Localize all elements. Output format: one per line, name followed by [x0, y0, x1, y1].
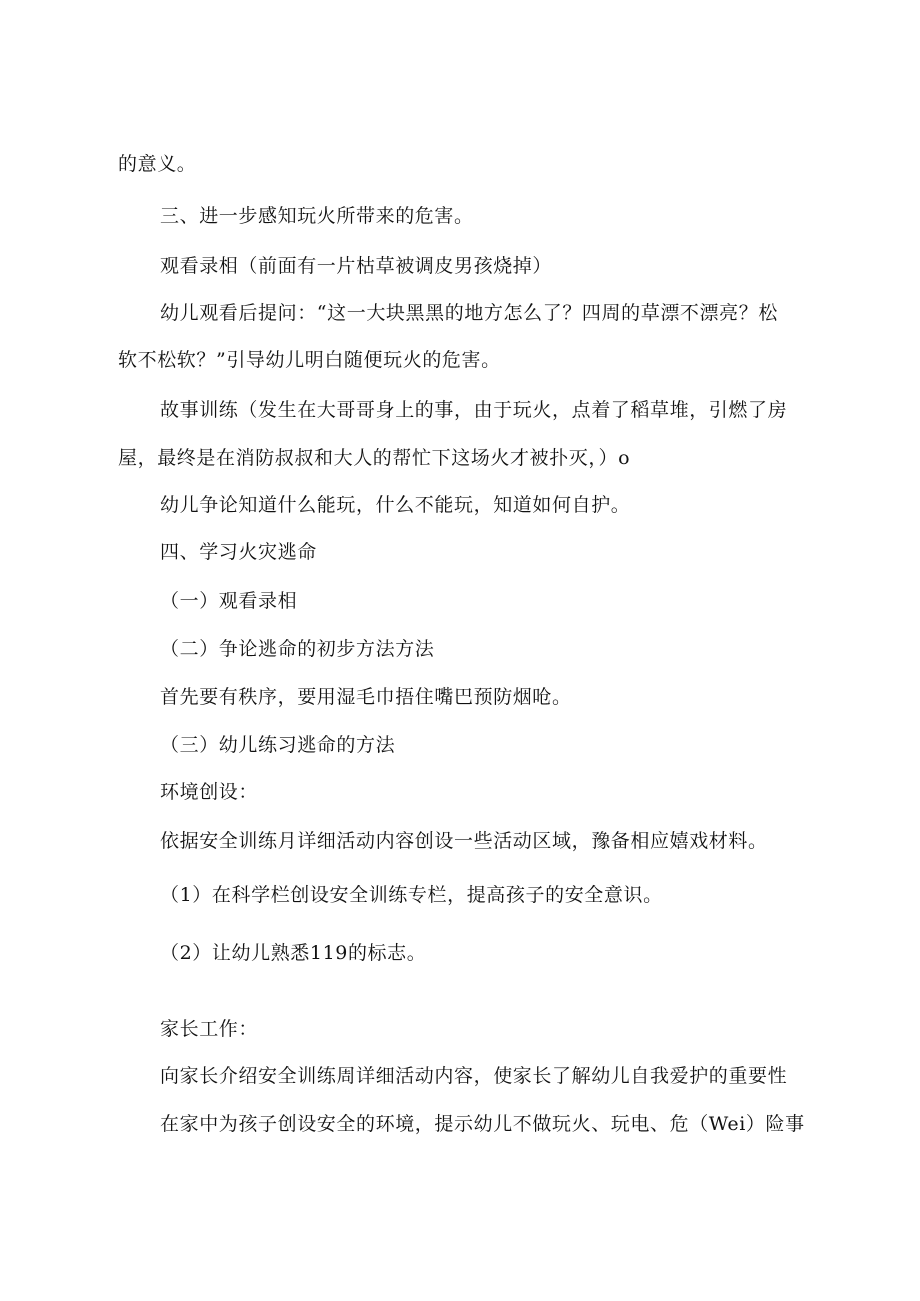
list-item: （1）在科学栏创设安全训练专栏，提高孩子的安全意识。 [160, 884, 663, 906]
text-line: 屋，最终是在消防叔叔和大人的帮忙下这场火才被扑灭，）o [118, 447, 631, 469]
text-line: 观看录相（前面有一片枯草被调皮男孩烧掉） [160, 255, 553, 277]
text-line: 向家长介绍安全训练周详细活动内容，使家长了解幼儿自我爱护的重要性 [160, 1065, 788, 1087]
list-item: （2）让幼儿熟悉119的标志。 [160, 942, 427, 964]
subsection-heading: （三）幼儿练习逃命的方法 [160, 734, 396, 756]
subsection-heading: （一）观看录相 [160, 590, 298, 612]
text-line: 的意义。 [118, 153, 197, 175]
section-heading: 四、学习火灾逃命 [160, 541, 317, 563]
section-heading: 三、进一步感知玩火所带来的危害。 [160, 205, 474, 227]
text-line: 故事训练（发生在大哥哥身上的事，由于玩火，点着了稻草堆，引燃了房 [160, 399, 788, 421]
subsection-heading: （二）争论逃命的初步方法方法 [160, 638, 435, 660]
text-line: 依据安全训练月详细活动内容创设一些活动区域，豫备相应嬉戏材料。 [160, 830, 768, 852]
label-heading: 环境创设： [160, 781, 259, 803]
text-line: 在家中为孩子创设安全的环境，提示幼儿不做玩火、玩电、危（Wei）险事 [160, 1113, 805, 1135]
label-heading: 家长工作： [160, 1018, 259, 1040]
text-line: 首先要有秩序，要用湿毛巾捂住嘴巴预防烟呛。 [160, 686, 572, 708]
text-line: 软不松软？”引导幼儿明白随便玩火的危害。 [118, 349, 501, 371]
text-line: 幼儿争论知道什么能玩，什么不能玩，知道如何自护。 [160, 494, 631, 516]
text-line: 幼儿观看后提问：“这一大块黑黑的地方怎么了？四周的草漂不漂亮？松 [160, 302, 778, 324]
